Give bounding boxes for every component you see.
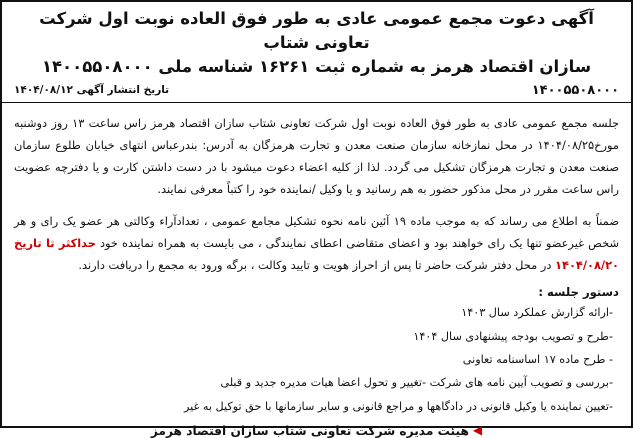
document-body — [2, 103, 631, 438]
national-id-value: ۱۴۰۰۵۵۰۸۰۰۰ — [531, 82, 619, 98]
list-item: -طرح و تصویب بودجه پیشنهادی سال ۱۴۰۴ — [413, 329, 613, 343]
proxy-rules-text-end: در محل دفتر شرکت حاضر تا پس از احراز هویت و تایید وکالت ، برگه ورود به مجمع را دریافت دارند. — [78, 258, 556, 273]
proxy-rules-text-start: ضمناً به اطلاع می رساند که به موجب ماده ۱۹ آئین نامه نحوه تشکیل مجامع عمومی ، تعدادآراء وکالتی هر عضو یک رای و هر شخص غیرعضو تنها یک رای خواهند بود و اعضای متقاضی اعطای نمایندگی ، می بایست به همراه نماینده خود — [14, 213, 619, 250]
proxy-deadline-highlight: حداکثر تا تاریخ ۱۴۰۴/۰۸/۲۰ — [14, 235, 619, 273]
signature-line — [14, 423, 619, 438]
document-title-line-2: سازان اقتصاد هرمز به شماره ثبت ۱۶۲۶۱ شناسه ملی ۱۴۰۰۵۵۰۸۰۰۰ — [41, 56, 592, 76]
document-title-line-1: آگهی دعوت مجمع عمومی عادی به طور فوق العاده نوبت اول شرکت تعاونی شتاب — [39, 9, 594, 52]
list-item: -بررسی و تصویب آیین نامه های شرکت -تغییر و تحول اعضا هیات مدیره جدید و قبلی — [220, 376, 613, 390]
document-meta-row — [12, 83, 621, 98]
triangle-bullet-icon: ◀ — [472, 423, 483, 438]
signature-text: هیئت مدیره شرکت تعاونی شتاب سازان اقتصاد هرمز — [150, 424, 469, 438]
agenda-list — [14, 304, 619, 415]
agenda-heading: دستور جلسه : — [538, 285, 619, 300]
publish-date-label: تاریخ انتشار آگهی ۱۴۰۴/۰۸/۱۲ — [14, 84, 170, 97]
paragraph-proxy-rules — [14, 210, 619, 277]
list-item: -تعیین نماینده یا وکیل قانونی در دادگاهها و مراجع قانونی و سایر سازمانها با حق توکیل به غیر — [183, 399, 613, 413]
paragraph-invitation: جلسه مجمع عمومی عادی به طور فوق العاده نوبت اول شرکت تعاونی شتاب سازان اقتصاد هرمز راس ساعت ۱۳ روز دوشنبه مورخ۱۴۰۴/۰۸/۲۵ در محل نمازخانه سازمان صنعت معدن و تجارت هرمزگان به آدرس: بندرعباس انتهای خیابان طلوع سازمان صنعت معدن و تجارت هرمزگان تشکیل می گردد. لذا از کلیه اعضاء دعوت میشود با در دست داشتن کارت و یا دفترچه عضویت راس ساعت مقرر در محل مذکور حضور به هم رسانید و یا وکیل /نماینده خود را کتباً معرفی نمایند. — [14, 115, 620, 197]
list-item: - طرح ماده ۱۷ اساسنامه تعاونی — [462, 353, 613, 367]
list-item: -ارائه گزارش عملکرد سال ۱۴۰۳ — [461, 306, 613, 320]
document-header — [2, 2, 631, 103]
